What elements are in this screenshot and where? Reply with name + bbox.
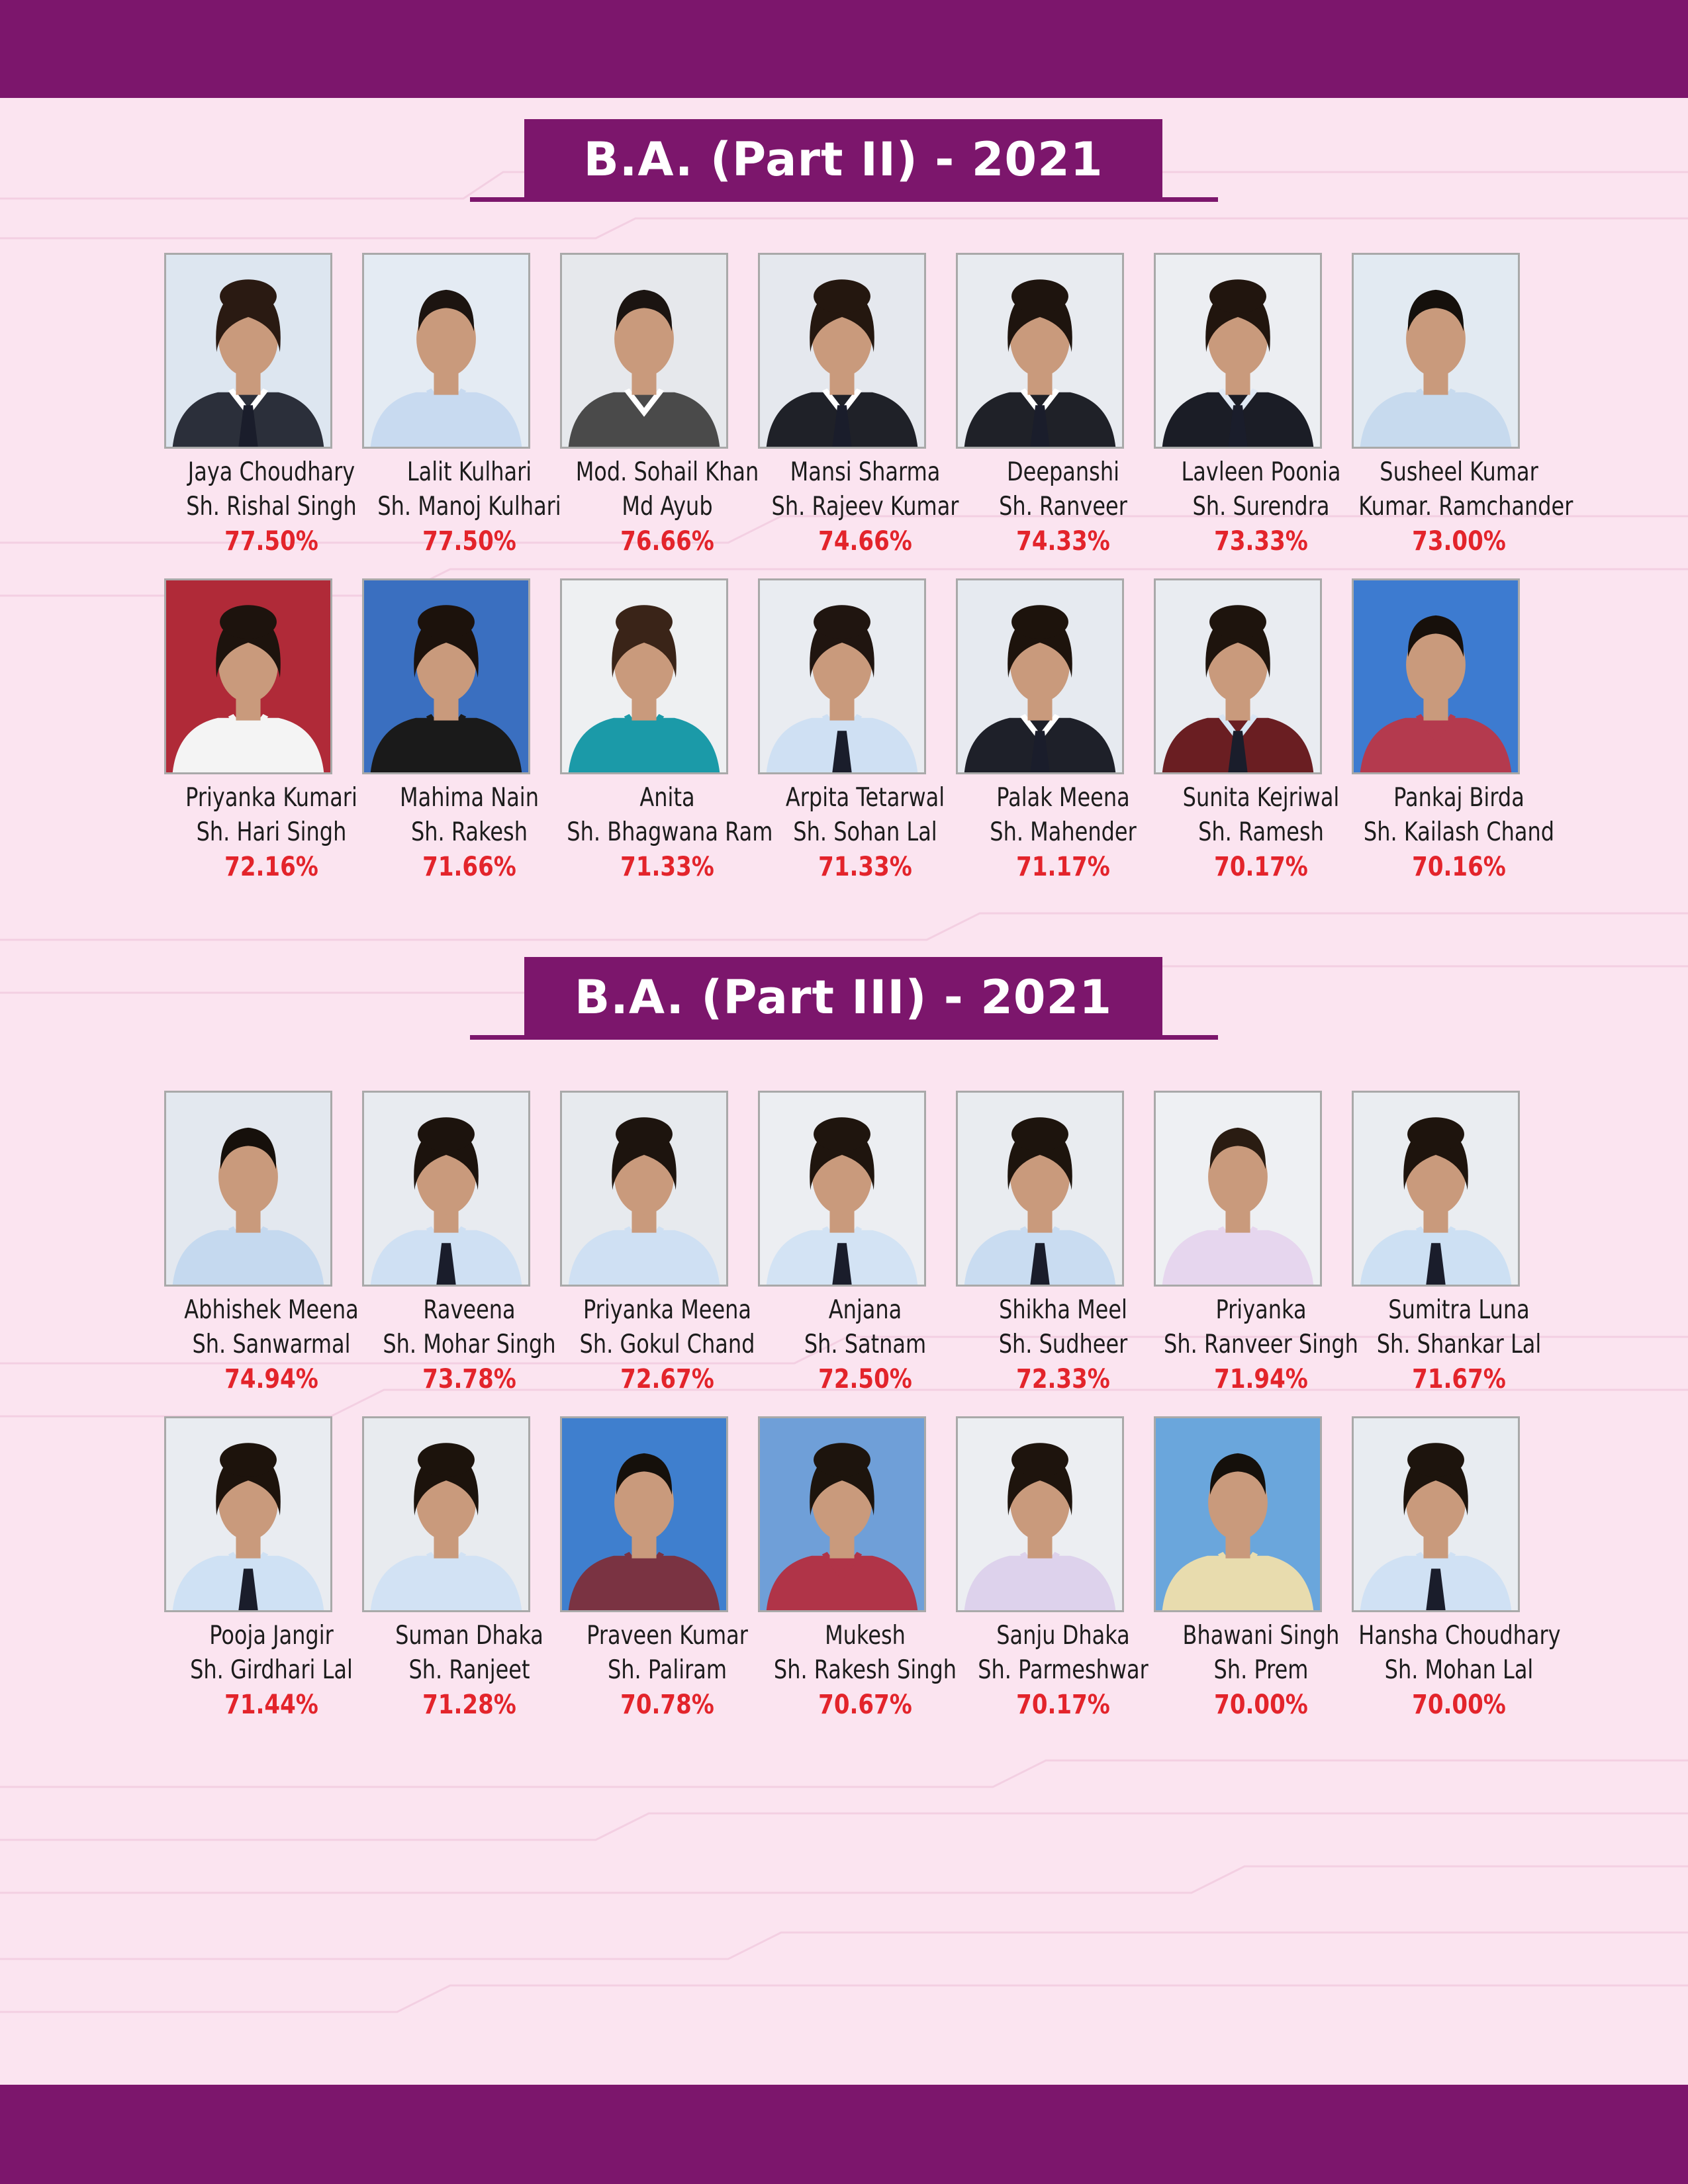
student-card	[917, 578, 1137, 904]
student-info	[1336, 1293, 1581, 1396]
bottom-banner	[0, 2085, 1688, 2184]
student-card	[1313, 1091, 1542, 1416]
student-photo	[956, 578, 1124, 774]
student-photo	[164, 1091, 332, 1287]
percentage: 71.17%	[1016, 852, 1110, 882]
parent-name: Sh. Bhagwana Ram	[567, 817, 773, 847]
top-banner	[0, 0, 1688, 98]
student-card	[522, 253, 759, 578]
student-name: Mod. Sohail Khan	[575, 457, 759, 487]
student-name: Jaya Choudhary	[187, 457, 355, 487]
parent-name: Sh. Mohar Singh	[383, 1330, 556, 1359]
student-name: Abhishek Meena	[184, 1295, 359, 1325]
student-card	[720, 1091, 927, 1416]
parent-name: Sh. Gokul Chand	[579, 1330, 755, 1359]
student-photo	[560, 1091, 728, 1287]
student-grid-part-2	[126, 253, 1573, 904]
student-photo	[1352, 578, 1520, 774]
student-photo	[1352, 253, 1520, 449]
percentage: 76.66%	[620, 526, 714, 557]
parent-name: Sh. Paliram	[607, 1655, 727, 1685]
student-card	[1115, 578, 1340, 904]
student-info	[1336, 781, 1581, 884]
student-card	[324, 253, 561, 578]
student-photo	[758, 1416, 926, 1612]
student-photo	[560, 1416, 728, 1612]
percentage: 72.50%	[818, 1364, 912, 1394]
student-name: Anjana	[828, 1295, 902, 1325]
parent-name: Sh. Manoj Kulhari	[377, 492, 561, 522]
student-photo	[164, 253, 332, 449]
parent-name: Sh. Satnam	[804, 1330, 927, 1359]
student-name: Anita	[639, 783, 695, 813]
student-card	[917, 253, 1127, 578]
percentage: 72.33%	[1016, 1364, 1110, 1394]
parent-name: Sh. Surendra	[1192, 492, 1330, 522]
parent-name: Sh. Parmeshwar	[978, 1655, 1149, 1685]
student-card	[522, 578, 773, 904]
student-name: Shikha Meel	[999, 1295, 1127, 1325]
student-info	[1336, 455, 1581, 559]
student-info	[1336, 1619, 1581, 1722]
student-card	[1115, 1091, 1358, 1416]
parent-name: Sh. Hari Singh	[196, 817, 347, 847]
student-card	[324, 578, 539, 904]
student-photo	[758, 253, 926, 449]
student-name: Deepanshi	[1007, 457, 1119, 487]
percentage: 74.33%	[1016, 526, 1110, 557]
student-name: Susheel Kumar	[1380, 457, 1538, 487]
parent-name: Sh. Ramesh	[1198, 817, 1324, 847]
student-photo	[362, 1416, 530, 1612]
percentage: 70.00%	[1214, 1690, 1308, 1720]
student-name: Pankaj Birda	[1393, 783, 1524, 813]
student-photo	[362, 578, 530, 774]
student-card	[720, 1416, 957, 1742]
percentage: 71.66%	[422, 852, 516, 882]
parent-name: Sh. Ranveer	[999, 492, 1127, 522]
student-name: Lalit Kulhari	[406, 457, 532, 487]
parent-name: Md Ayub	[622, 492, 713, 522]
student-photo	[164, 578, 332, 774]
title-underline	[470, 197, 1218, 202]
percentage: 72.67%	[620, 1364, 714, 1394]
student-card	[522, 1416, 748, 1742]
student-name: Suman Dhaka	[395, 1621, 543, 1651]
student-card	[917, 1091, 1128, 1416]
section-title-part-3: B.A. (Part III) - 2021	[524, 957, 1162, 1038]
student-photo	[1154, 1416, 1322, 1612]
student-grid-part-3	[126, 1091, 1561, 1742]
student-card	[1115, 253, 1341, 578]
parent-name: Sh. Girdhari Lal	[190, 1655, 353, 1685]
student-name: Pooja Jangir	[209, 1621, 334, 1651]
student-card	[720, 253, 959, 578]
percentage: 70.78%	[620, 1690, 714, 1720]
percentage: 70.17%	[1214, 852, 1308, 882]
percentage: 77.50%	[224, 526, 318, 557]
percentage: 71.67%	[1412, 1364, 1506, 1394]
percentage: 72.16%	[224, 852, 318, 882]
parent-name: Kumar. Ramchander	[1358, 492, 1573, 522]
percentage: 71.94%	[1214, 1364, 1308, 1394]
parent-name: Sh. Prem	[1213, 1655, 1309, 1685]
student-name: Praveen Kumar	[586, 1621, 748, 1651]
student-photo	[1154, 253, 1322, 449]
parent-name: Sh. Ranjeet	[408, 1655, 530, 1685]
student-photo	[1154, 578, 1322, 774]
student-photo	[1154, 1091, 1322, 1287]
student-photo	[758, 578, 926, 774]
parent-name: Sh. Ranveer Singh	[1164, 1330, 1358, 1359]
student-card	[720, 578, 945, 904]
parent-name: Sh. Sanwarmal	[192, 1330, 351, 1359]
percentage: 77.50%	[422, 526, 516, 557]
percentage: 73.00%	[1412, 526, 1506, 557]
student-photo	[758, 1091, 926, 1287]
student-photo	[956, 253, 1124, 449]
student-card	[1313, 253, 1573, 578]
student-card	[126, 1091, 359, 1416]
student-name: Raveena	[423, 1295, 516, 1325]
student-name: Bhawani Singh	[1182, 1621, 1340, 1651]
parent-name: Sh. Mahender	[990, 817, 1137, 847]
student-card	[1313, 578, 1555, 904]
student-photo	[956, 1091, 1124, 1287]
percentage: 71.33%	[818, 852, 912, 882]
parent-name: Sh. Sohan Lal	[793, 817, 937, 847]
student-card	[1313, 1416, 1561, 1742]
percentage: 71.44%	[224, 1690, 318, 1720]
parent-name: Sh. Sudheer	[998, 1330, 1128, 1359]
parent-name: Sh. Rajeev Kumar	[771, 492, 959, 522]
student-photo	[1352, 1416, 1520, 1612]
percentage: 70.16%	[1412, 852, 1506, 882]
student-card	[126, 1416, 353, 1742]
student-photo	[560, 253, 728, 449]
percentage: 74.66%	[818, 526, 912, 557]
student-name: Priyanka Kumari	[185, 783, 357, 813]
student-card	[126, 578, 357, 904]
percentage: 71.33%	[620, 852, 714, 882]
student-card	[324, 1416, 543, 1742]
student-name: Sumitra Luna	[1388, 1295, 1530, 1325]
student-name: Priyanka	[1215, 1295, 1307, 1325]
student-card	[126, 253, 357, 578]
student-photo	[560, 578, 728, 774]
student-photo	[164, 1416, 332, 1612]
title-underline	[470, 1035, 1218, 1040]
percentage: 70.00%	[1412, 1690, 1506, 1720]
percentage: 71.28%	[422, 1690, 516, 1720]
section-title-part-2: B.A. (Part II) - 2021	[524, 119, 1162, 200]
student-name: Lavleen Poonia	[1181, 457, 1341, 487]
percentage: 73.33%	[1214, 526, 1308, 557]
percentage: 70.67%	[818, 1690, 912, 1720]
student-photo	[362, 1091, 530, 1287]
parent-name: Sh. Mohan Lal	[1384, 1655, 1534, 1685]
parent-name: Sh. Kailash Chand	[1363, 817, 1555, 847]
student-name: Sunita Kejriwal	[1182, 783, 1340, 813]
student-name: Hansha Choudhary	[1358, 1621, 1561, 1651]
percentage: 70.17%	[1016, 1690, 1110, 1720]
student-photo	[1352, 1091, 1520, 1287]
student-card	[324, 1091, 556, 1416]
student-name: Palak Meena	[996, 783, 1130, 813]
student-name: Priyanka Meena	[583, 1295, 752, 1325]
student-name: Sanju Dhaka	[996, 1621, 1130, 1651]
student-name: Mansi Sharma	[790, 457, 941, 487]
parent-name: Sh. Rakesh Singh	[773, 1655, 957, 1685]
student-card	[1115, 1416, 1340, 1742]
student-name: Mahima Nain	[400, 783, 539, 813]
student-card	[917, 1416, 1149, 1742]
student-photo	[362, 253, 530, 449]
student-name: Arpita Tetarwal	[785, 783, 945, 813]
parent-name: Sh. Rishal Singh	[186, 492, 357, 522]
student-card	[522, 1091, 755, 1416]
percentage: 73.78%	[422, 1364, 516, 1394]
percentage: 74.94%	[224, 1364, 318, 1394]
parent-name: Sh. Rakesh	[410, 817, 528, 847]
student-photo	[956, 1416, 1124, 1612]
parent-name: Sh. Shankar Lal	[1376, 1330, 1542, 1359]
student-name: Mukesh	[825, 1621, 906, 1651]
